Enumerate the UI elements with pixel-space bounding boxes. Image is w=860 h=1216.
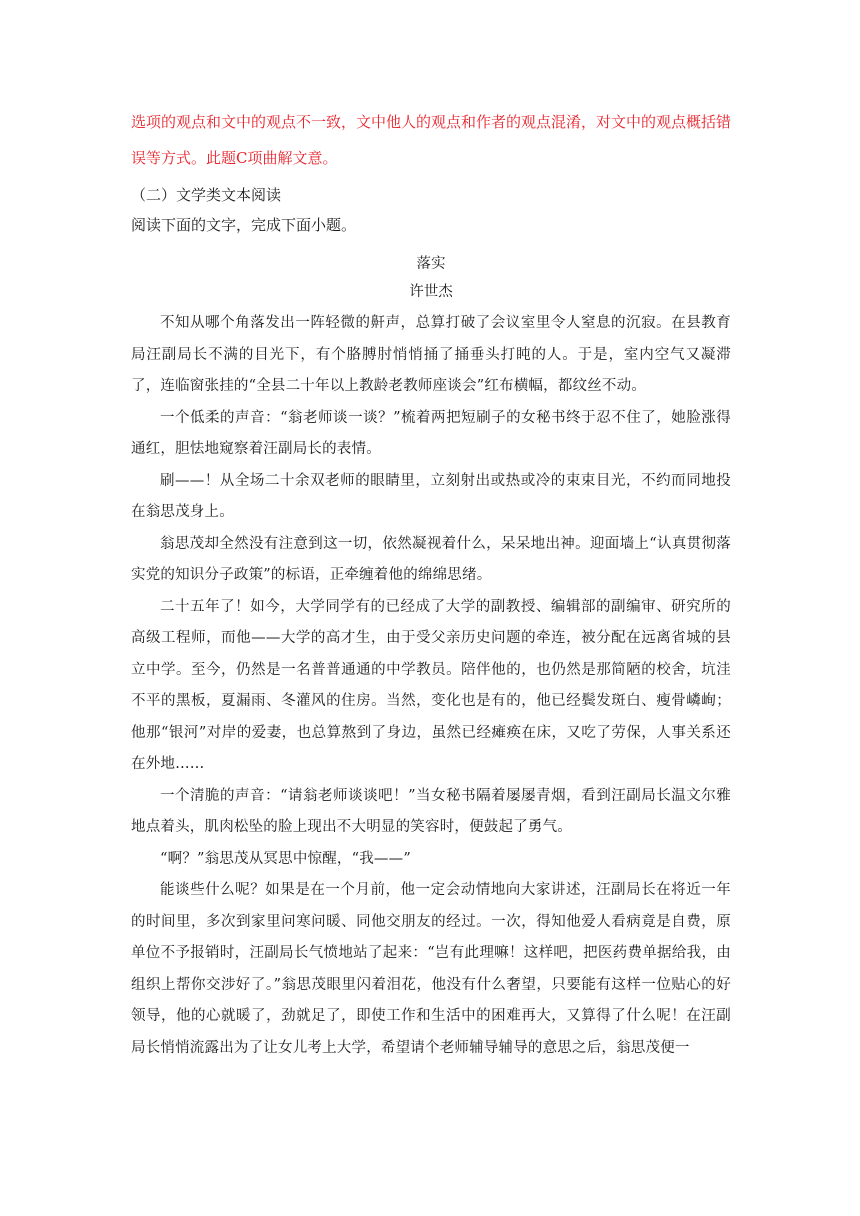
story-paragraph: “啊？”翁思茂从冥思中惊醒，“我——” xyxy=(160,850,411,867)
story-paragraph: 不知从哪个角落发出一阵轻微的鼾声，总算打破了会议室里令人窒息的沉寂。在县教育局汪副局长不满的目光下，有个胳膊肘悄悄捅了捅垂头打盹的人。于是，室内空气又凝滞了，连临窗张挂的“全县二十年以上教龄老教师座谈会”红布横幅，都纹丝不动。 xyxy=(131,315,731,394)
story-paragraph: 刷——！从全场二十余双老师的眼睛里，立刻射出或热或冷的束束目光，不约而同地投在翁思茂身上。 xyxy=(131,472,731,520)
story-paragraph: 二十五年了！如今，大学同学有的已经成了大学的副教授、编辑部的副编审、研究所的高级工程师，而他——大学的高才生，由于受父亲历史问题的牵连，被分配在远离省城的县立中学。至今，仍然是一名普普通通的中学教员。陪伴他的，也仍然是那简陋的校舍，坑洼不平的黑板，夏漏雨、冬灌风的住房。当然，变化也是有的，他已经鬓发斑白、瘦骨嶙峋；他那“银河”对岸的爱妻，也总算熬到了身边，虽然已经瘫痪在床，又吃了劳保，人事关系还在外地…… xyxy=(131,598,731,772)
reading-instruction: 阅读下面的文字，完成下面小题。 xyxy=(131,216,357,234)
story-title: 落实 xyxy=(416,256,446,272)
answer-analysis-note: 选项的观点和文中的观点不一致，文中他人的观点和作者的观点混淆，对文中的观点概括错误等方式。此题C项曲解文意。 xyxy=(131,113,732,167)
story-paragraph: 一个低柔的声音：“翁老师谈一谈？”梳着两把短刷子的女秘书终于忍不住了，她脸涨得通红，胆怯地窥察着汪副局长的表情。 xyxy=(131,409,731,457)
section-heading: （二）文学类文本阅读 xyxy=(131,186,282,204)
page-content xyxy=(131,104,731,1064)
story-body xyxy=(131,308,731,1064)
story-paragraph: 翁思茂却全然没有注意到这一切，依然凝视着什么，呆呆地出神。迎面墙上“认真贯彻落实党的知识分子政策”的标语，正牵缠着他的绵绵思绪。 xyxy=(131,535,731,583)
story-paragraph: 能谈些什么呢？如果是在一个月前，他一定会动情地向大家讲述，汪副局长在将近一年的时间里，多次到家里问寒问暖、同他交朋友的经过。一次，得知他爱人看病竟是自费，原单位不予报销时，汪副局长气愤地站了起来：“岂有此理嘛！这样吧，把医药费单据给我，由组织上帮你交涉好了。”翁思茂眼里闪着泪花，他没有什么奢望，只要能有这样一位贴心的好领导，他的心就暖了，劲就足了，即使工作和生活中的困难再大，又算得了什么呢！在汪副局长悄悄流露出为了让女儿考上大学，希望请个老师辅导辅导的意思之后，翁思茂便一 xyxy=(131,882,731,1056)
story-author: 许世杰 xyxy=(409,284,453,300)
story-paragraph: 一个清脆的声音：“请翁老师谈谈吧！”当女秘书隔着屡屡青烟，看到汪副局长温文尔雅地点着头，肌肉松坠的脸上现出不大明显的笑容时，便鼓起了勇气。 xyxy=(131,787,731,835)
